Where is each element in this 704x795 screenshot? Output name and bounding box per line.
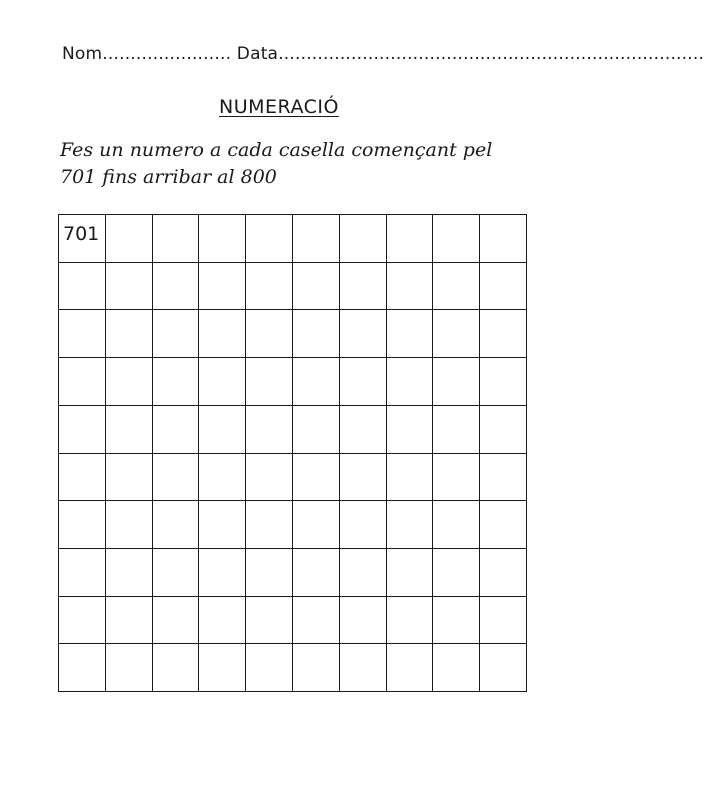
grid-cell[interactable]	[246, 310, 293, 358]
grid-cell[interactable]	[340, 644, 387, 692]
number-grid	[58, 214, 527, 692]
grid-cell[interactable]	[293, 454, 340, 502]
grid-cell[interactable]	[153, 454, 200, 502]
grid-cell[interactable]	[433, 263, 480, 311]
grid-cell[interactable]: 701	[59, 215, 106, 263]
grid-cell[interactable]	[340, 358, 387, 406]
grid-cell[interactable]	[59, 549, 106, 597]
grid-cell[interactable]	[480, 263, 527, 311]
instructions	[60, 137, 530, 191]
grid-cell[interactable]	[387, 310, 434, 358]
grid-cell[interactable]	[106, 644, 153, 692]
grid-cell[interactable]	[387, 263, 434, 311]
grid-cell[interactable]	[387, 597, 434, 645]
grid-cell[interactable]	[387, 549, 434, 597]
grid-cell[interactable]	[340, 454, 387, 502]
nom-blank[interactable]: .......................	[102, 44, 232, 64]
grid-cell[interactable]	[433, 310, 480, 358]
grid-cell[interactable]	[153, 549, 200, 597]
grid-cell[interactable]	[199, 215, 246, 263]
grid-cell[interactable]	[293, 597, 340, 645]
grid-cell[interactable]	[59, 263, 106, 311]
grid-cell[interactable]	[246, 454, 293, 502]
grid-cell[interactable]	[246, 263, 293, 311]
grid-cell[interactable]	[153, 501, 200, 549]
grid-cell[interactable]	[480, 310, 527, 358]
grid-cell[interactable]	[480, 644, 527, 692]
grid-cell[interactable]	[293, 263, 340, 311]
grid-cell[interactable]	[199, 358, 246, 406]
grid-cell[interactable]	[59, 406, 106, 454]
grid-cell[interactable]	[106, 549, 153, 597]
grid-cell[interactable]	[433, 549, 480, 597]
grid-cell[interactable]	[246, 215, 293, 263]
grid-cell[interactable]	[153, 406, 200, 454]
grid-cell[interactable]	[340, 549, 387, 597]
grid-cell[interactable]	[480, 454, 527, 502]
grid-cell[interactable]	[153, 597, 200, 645]
grid-cell[interactable]	[106, 358, 153, 406]
grid-cell[interactable]	[106, 215, 153, 263]
grid-cell[interactable]	[433, 501, 480, 549]
nom-label: Nom	[62, 44, 103, 64]
instructions-line-1: Fes un numero a cada casella començant pel	[60, 139, 493, 161]
grid-cell[interactable]	[387, 215, 434, 263]
grid-cell[interactable]	[199, 310, 246, 358]
grid-cell[interactable]	[199, 454, 246, 502]
grid-cell[interactable]	[293, 215, 340, 263]
grid-cell[interactable]	[293, 406, 340, 454]
data-label: Data	[236, 44, 279, 64]
grid-cell[interactable]	[59, 310, 106, 358]
grid-cell[interactable]	[433, 454, 480, 502]
grid-cell[interactable]	[433, 358, 480, 406]
grid-cell[interactable]	[153, 358, 200, 406]
name-date-line	[62, 44, 704, 64]
grid-cell[interactable]	[293, 358, 340, 406]
grid-cell[interactable]	[480, 549, 527, 597]
grid-cell[interactable]	[293, 549, 340, 597]
grid-cell[interactable]	[480, 215, 527, 263]
grid-cell[interactable]	[387, 406, 434, 454]
grid-cell[interactable]	[340, 263, 387, 311]
grid-cell[interactable]	[106, 310, 153, 358]
grid-cell[interactable]	[59, 597, 106, 645]
grid-cell[interactable]	[480, 501, 527, 549]
grid-cell[interactable]	[59, 454, 106, 502]
grid-cell[interactable]	[246, 358, 293, 406]
grid-cell[interactable]	[433, 406, 480, 454]
grid-cell[interactable]	[153, 644, 200, 692]
grid-cell[interactable]	[246, 597, 293, 645]
grid-cell[interactable]	[433, 215, 480, 263]
grid-cell[interactable]	[340, 501, 387, 549]
grid-cell[interactable]	[340, 597, 387, 645]
grid-cell[interactable]	[106, 263, 153, 311]
grid-cell[interactable]	[246, 501, 293, 549]
grid-cell[interactable]	[199, 597, 246, 645]
data-blank[interactable]: ............................................................................	[278, 44, 704, 64]
grid-cell[interactable]	[433, 597, 480, 645]
grid-cell[interactable]	[480, 597, 527, 645]
instructions-line-2: 701 fins arribar al 800	[60, 166, 277, 188]
grid-cell[interactable]	[153, 215, 200, 263]
grid-cell[interactable]	[153, 310, 200, 358]
grid-cell[interactable]	[246, 406, 293, 454]
grid-cell[interactable]	[433, 644, 480, 692]
grid-cell[interactable]	[293, 644, 340, 692]
grid-cell[interactable]	[199, 644, 246, 692]
grid-cell[interactable]	[387, 358, 434, 406]
grid-cell[interactable]	[293, 310, 340, 358]
grid-cell[interactable]	[106, 597, 153, 645]
grid-cell[interactable]	[106, 454, 153, 502]
grid-cell[interactable]	[340, 406, 387, 454]
grid-cell[interactable]	[199, 406, 246, 454]
grid-cell[interactable]	[246, 644, 293, 692]
grid-cell[interactable]	[199, 549, 246, 597]
grid-cell[interactable]	[199, 263, 246, 311]
grid-cell[interactable]	[59, 644, 106, 692]
grid-cell[interactable]	[387, 501, 434, 549]
grid-cell[interactable]	[480, 406, 527, 454]
grid-cell[interactable]	[246, 549, 293, 597]
grid-cell[interactable]	[340, 310, 387, 358]
grid-cell[interactable]	[106, 501, 153, 549]
grid-cell[interactable]	[153, 263, 200, 311]
grid-cell[interactable]	[199, 501, 246, 549]
grid-cell[interactable]	[340, 215, 387, 263]
grid-cell[interactable]	[387, 644, 434, 692]
grid-cell[interactable]	[59, 358, 106, 406]
page-title: NUMERACIÓ	[219, 96, 339, 118]
grid-cell[interactable]	[387, 454, 434, 502]
grid-cell[interactable]	[293, 501, 340, 549]
grid-cell[interactable]	[480, 358, 527, 406]
grid-cell[interactable]	[59, 501, 106, 549]
grid-cell[interactable]	[106, 406, 153, 454]
